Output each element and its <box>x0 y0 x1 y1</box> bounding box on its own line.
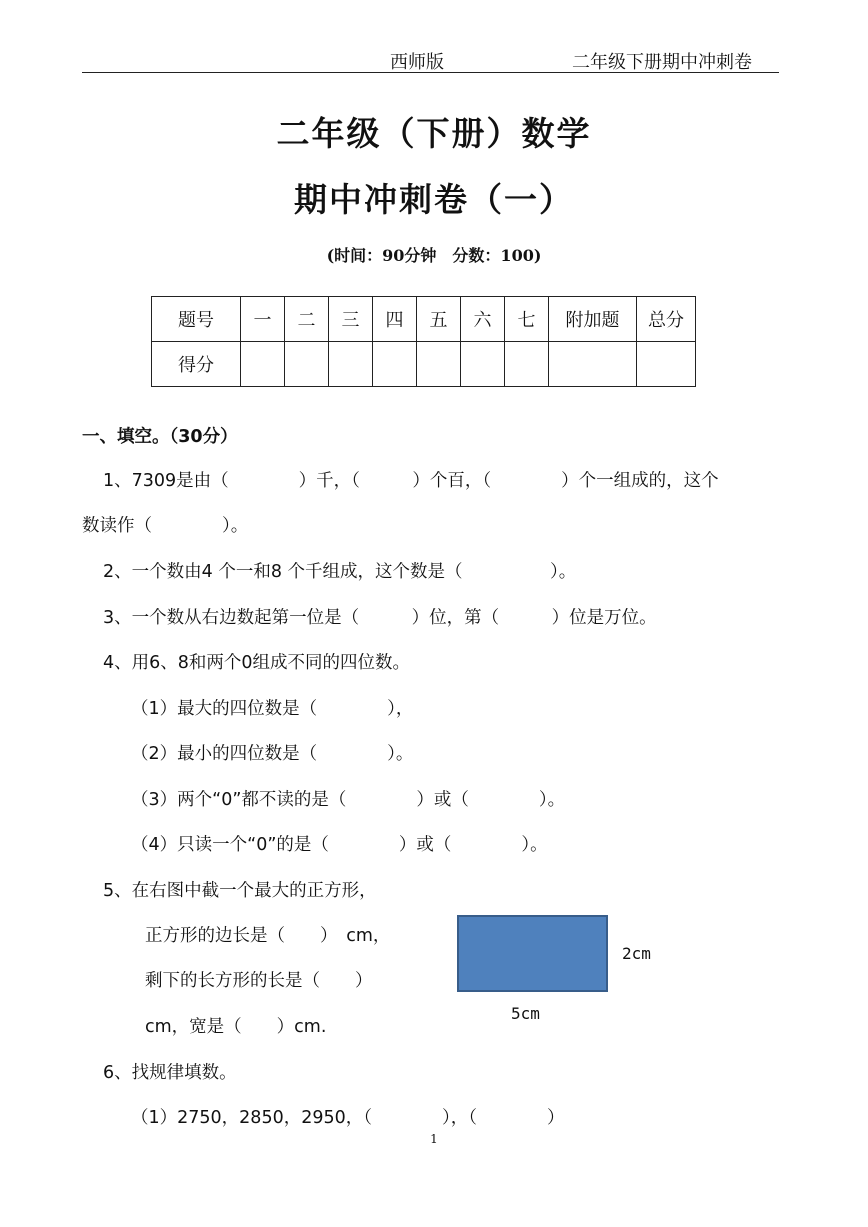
section-heading: 一、填空。（30分） <box>82 427 238 447</box>
question-1-cont: 数读作（ ）。 <box>82 516 249 536</box>
score-entry-cell[interactable] <box>373 342 417 387</box>
question-1: 1、7309是由（ ）千，（ ）个百，（ ）个一组成的，这个 <box>103 471 719 491</box>
score-entry-cell[interactable] <box>285 342 329 387</box>
score-cell: 三 <box>329 297 373 342</box>
score-entry-cell[interactable] <box>637 342 696 387</box>
exam-subtitle: 期中冲刺卷（一） <box>294 180 574 219</box>
header-publisher: 西师版 <box>390 52 444 73</box>
exam-time-score: (时间：90分钟 分数：100) <box>326 246 542 265</box>
question-5-c: cm，宽是（ ）cm. <box>145 1017 327 1037</box>
score-table <box>151 296 696 387</box>
score-cell: 二 <box>285 297 329 342</box>
score-entry-cell[interactable] <box>417 342 461 387</box>
score-cell: 六 <box>461 297 505 342</box>
score-cell: 得分 <box>152 342 241 387</box>
rectangle-figure <box>457 915 608 992</box>
score-entry-cell[interactable] <box>549 342 637 387</box>
question-3: 3、一个数从右边数起第一位是（ ）位，第（ ）位是万位。 <box>103 608 657 628</box>
score-cell: 附加题 <box>549 297 637 342</box>
score-cell: 题号 <box>152 297 241 342</box>
score-entry-cell[interactable] <box>505 342 549 387</box>
question-5: 5、在右图中截一个最大的正方形， <box>103 881 377 901</box>
question-4: 4、用6、8和两个0组成不同的四位数。 <box>103 653 411 673</box>
rectangle-width-label: 5cm <box>511 1004 540 1023</box>
score-cell: 五 <box>417 297 461 342</box>
score-entry-cell[interactable] <box>329 342 373 387</box>
page-number: 1 <box>430 1132 438 1146</box>
exam-title: 二年级（下册）数学 <box>276 114 592 153</box>
score-table-header-row <box>152 297 696 342</box>
header-series: 二年级下册期中冲刺卷 <box>572 52 752 73</box>
question-2: 2、一个数由4 个一和8 个千组成，这个数是（ ）。 <box>103 562 577 582</box>
question-6: 6、找规律填数。 <box>103 1063 237 1083</box>
question-4-1: （1）最大的四位数是（ ）， <box>131 699 414 719</box>
score-table-score-row <box>152 342 696 387</box>
question-5-a: 正方形的边长是（ ） cm， <box>145 926 391 946</box>
question-5-b: 剩下的长方形的长是（ ） <box>145 971 373 991</box>
score-entry-cell[interactable] <box>461 342 505 387</box>
question-4-4: （4）只读一个“0”的是（ ）或（ ）。 <box>131 835 548 855</box>
score-cell: 七 <box>505 297 549 342</box>
score-cell: 一 <box>241 297 285 342</box>
score-entry-cell[interactable] <box>241 342 285 387</box>
question-4-2: （2）最小的四位数是（ ）。 <box>131 744 414 764</box>
question-4-3: （3）两个“0”都不读的是（ ）或（ ）。 <box>131 790 566 810</box>
rectangle-height-label: 2cm <box>622 944 651 963</box>
score-cell: 总分 <box>637 297 696 342</box>
question-6-1: （1）2750，2850，2950，（ ），（ ） <box>131 1108 565 1128</box>
header-rule <box>82 72 779 73</box>
score-cell: 四 <box>373 297 417 342</box>
